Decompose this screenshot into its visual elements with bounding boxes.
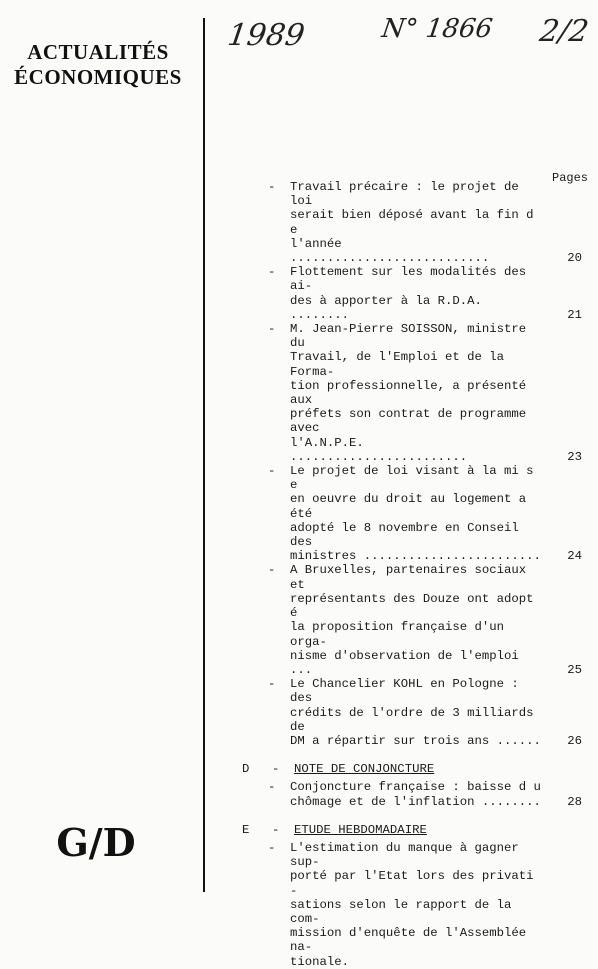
toc-entry [240,841,588,969]
toc-entry [240,265,588,322]
section-e-heading [240,823,588,837]
section-letter: D [242,762,250,777]
handwritten-page: 2/2 [537,14,591,49]
handwritten-year: 1989 [225,18,307,53]
entry-text: Travail précaire : le projet de loi serait bien déposé avant la fin d e l'année ........................... [290,180,534,266]
entry-page: 24 [567,549,582,564]
entry-dash: - [268,563,276,578]
publication-title-line2: ÉCONOMIQUES [14,65,182,89]
entry-page: 25 [567,662,582,677]
entry-text: M. Jean-Pierre SOISSON, ministre du Travail, de l'Emploi et de la Forma- tion professionnelle, a présenté aux préfets son contrat de programme avec l'A.N.P.E. ........................ [290,322,527,464]
entry-page: 26 [567,733,582,748]
pages-column-header: Pages [552,171,589,185]
logo-text: G/D [56,820,136,865]
gd-logo-icon [48,812,144,872]
entry-text: Le Chancelier KOHL en Pologne : des crédits de l'ordre de 3 milliards de DM a répartir sur trois ans ...... [290,677,541,748]
vertical-divider [203,18,205,892]
section-dash: - [272,822,280,837]
entry-dash: - [268,464,276,479]
entry-dash: - [268,265,276,280]
entry-page: 21 [567,307,582,322]
section-title: NOTE DE CONJONCTURE [294,762,435,777]
handwritten-number: N° 1866 [379,14,495,44]
entry-dash: - [268,322,276,337]
section-title: ETUDE HEBDOMADAIRE [294,822,427,837]
entry-text: Le projet de loi visant à la mi s e en oeuvre du droit au logement a été adopté le 8 novembre en Conseil des ministres ........................ [290,464,541,564]
entry-dash: - [268,840,276,855]
entry-text: A Bruxelles, partenaires sociaux et représentants des Douze ont adopt é la proposition française d'un orga- nisme d'observation de l'emploi ... [290,563,534,677]
entry-dash: - [268,677,276,692]
publication-title [8,40,188,90]
entry-dash: - [268,180,276,194]
toc-entry [240,180,588,265]
toc-entry [240,563,588,677]
entry-page: 20 [567,251,582,266]
toc-entry [240,464,588,563]
section-d-heading [240,762,588,776]
toc-entry [240,322,588,464]
table-of-contents [240,180,588,969]
toc-entry [240,780,588,808]
entry-text: Conjoncture française : baisse d u chômage et de l'inflation ........ [290,780,541,809]
entry-text: L'estimation du manque à gagner sup- porté par l'Etat lors des privati - sations selon le rapport de la com- mission d'enquête de l'Assemblée na- tionale. [290,840,534,969]
entry-page: 23 [567,449,582,464]
toc-entry [240,677,588,748]
publication-title-line1: ACTUALITÉS [27,40,169,64]
entry-dash: - [268,780,276,795]
section-letter: E [242,822,250,837]
entry-page: 28 [567,794,582,809]
entry-text: Flottement sur les modalités des ai- des à apporter à la R.D.A. ........ [290,265,527,322]
section-dash: - [272,762,280,777]
